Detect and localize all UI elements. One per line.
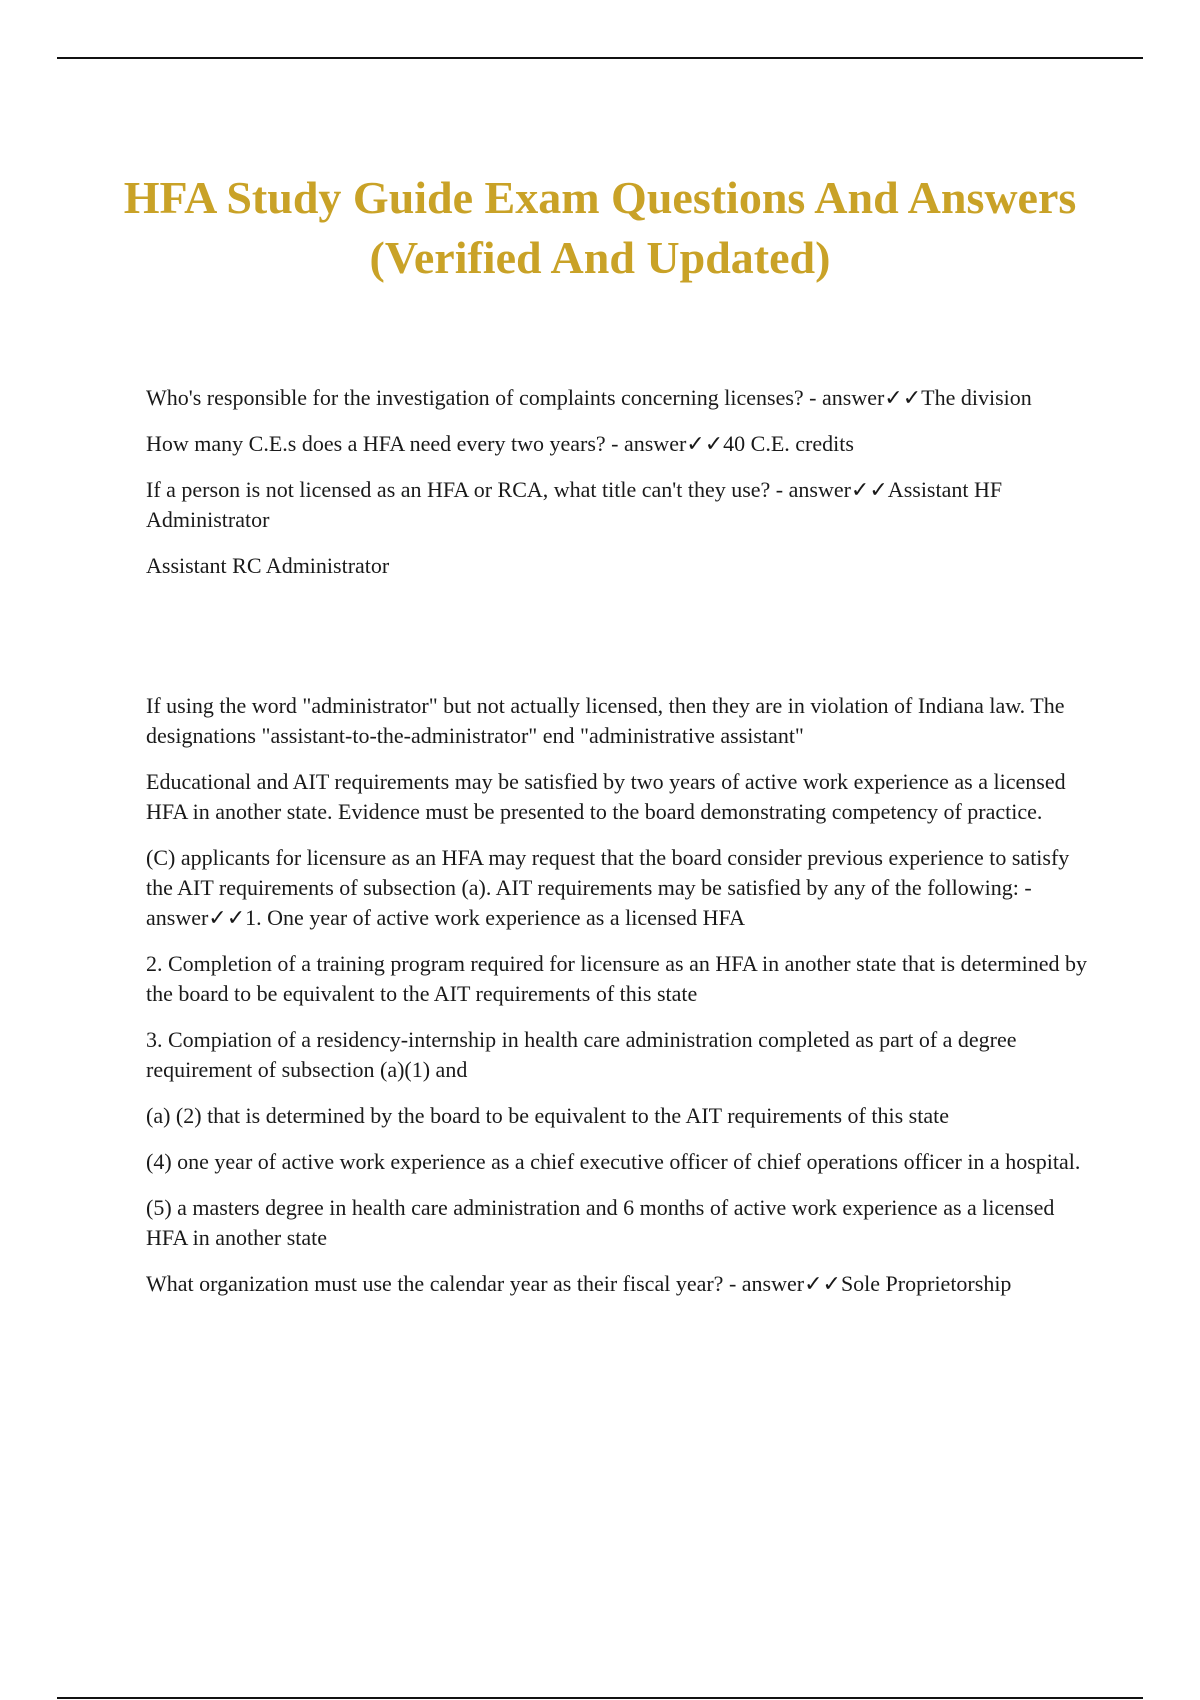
- qa-paragraph-11: (4) one year of active work experience as a chief executive officer of chief operations officer in a hospital.: [146, 1149, 1081, 1174]
- qa-paragraph-13: What organization must use the calendar year as their fiscal year? - answer✓✓Sole Proprietorship: [146, 1271, 1012, 1296]
- qa-paragraph-8: 2. Completion of a training program required for licensure as an HFA in another state that is determined by the board to be equivalent to the AIT requirements of this state: [146, 951, 1088, 1006]
- qa-paragraph-5: If using the word "administrator" but not actually licensed, then they are in violation of Indiana law. The designations "assistant-to-the-administrator" end "administrative assistant": [146, 693, 1065, 748]
- qa-paragraph-3: If a person is not licensed as an HFA or RCA, what title can't they use? - answer✓✓Assistant HF Administrator: [146, 477, 1003, 532]
- bottom-rule: [57, 1697, 1143, 1699]
- qa-paragraph-4: Assistant RC Administrator: [146, 553, 390, 578]
- qa-paragraph-2: How many C.E.s does a HFA need every two years? - answer✓✓40 C.E. credits: [146, 431, 854, 456]
- qa-paragraph-7: (C) applicants for licensure as an HFA may request that the board consider previous experience to satisfy the AIT requirements of subsection (a). AIT requirements may be satisfied by any of the following: - answer✓✓1. One year of active work experience as a licensed HFA: [146, 845, 1070, 930]
- qa-paragraph-10: (a) (2) that is determined by the board to be equivalent to the AIT requirements of this state: [146, 1103, 949, 1128]
- qa-paragraph-1: Who's responsible for the investigation of complaints concerning licenses? - answer✓✓The division: [146, 385, 1032, 410]
- qa-paragraph-9: 3. Compiation of a residency-internship in health care administration completed as part of a degree requirement of subsection (a)(1) and: [146, 1027, 1017, 1082]
- document-body: [146, 383, 1096, 1315]
- qa-paragraph-6: Educational and AIT requirements may be satisfied by two years of active work experience as a licensed HFA in another state. Evidence must be presented to the board demonstrating competency of practice.: [146, 769, 1066, 824]
- qa-paragraph-12: (5) a masters degree in health care administration and 6 months of active work experience as a licensed HFA in another state: [146, 1195, 1055, 1250]
- top-rule: [57, 57, 1143, 59]
- document-title: HFA Study Guide Exam Questions And Answers (Verified And Updated): [123, 172, 1077, 283]
